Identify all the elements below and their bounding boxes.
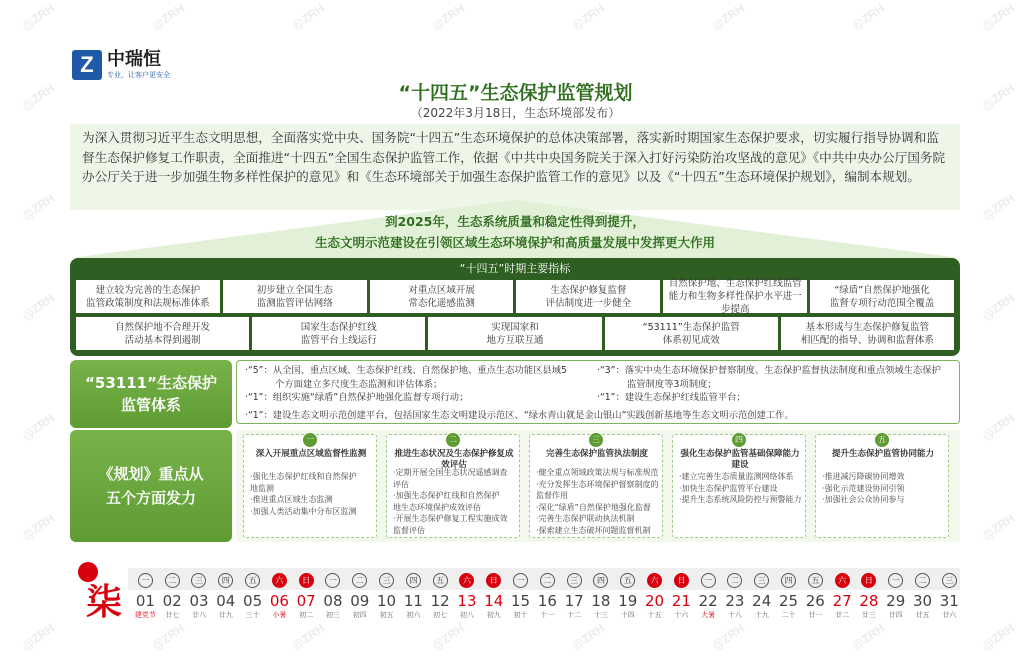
focus-label-line-2: 五个方面发力 bbox=[105, 489, 196, 507]
focus-card-number: 五 bbox=[875, 433, 889, 447]
calendar-lunar: 初九 bbox=[486, 611, 501, 619]
focus-card-number: 三 bbox=[589, 433, 603, 447]
calendar-date: 05 bbox=[243, 592, 263, 610]
calendar-weekday: 五 bbox=[808, 573, 823, 588]
focus-card-item: ·加强生态保护红线和自然保护 bbox=[393, 491, 500, 500]
indicator-row-2-cell-2 bbox=[252, 317, 425, 350]
calendar-date: 30 bbox=[912, 592, 933, 610]
calendar-month: 柒 bbox=[86, 581, 123, 623]
calendar-weekday: 二 bbox=[727, 573, 742, 588]
focus-card-item: 监督评估 bbox=[393, 525, 425, 535]
calendar-lunar: 初二 bbox=[299, 611, 314, 619]
calendar-day bbox=[454, 568, 481, 619]
indicator-row-1-cell-6-line-2: 监督专项行动范围全覆盖 bbox=[829, 297, 935, 309]
calendar-lunar: 初八 bbox=[459, 611, 474, 619]
calendar-lunar: 大暑 bbox=[701, 611, 716, 619]
indicator-row-1-cell-5-line-1: 自然保护地、生态保护红线监管 bbox=[668, 278, 802, 289]
calendar-weekday: 一 bbox=[138, 573, 153, 588]
calendar-weekday: 六 bbox=[647, 573, 662, 588]
watermark-text: @ZRH bbox=[19, 290, 58, 324]
calendar-date: 16 bbox=[537, 592, 557, 610]
focus-card-title: 推进生态状况及生态保护修复成效评估 bbox=[394, 449, 514, 470]
indicator-row-2-cell-3-line-2: 地方互联互通 bbox=[486, 334, 544, 346]
calendar-date: 06 bbox=[269, 592, 289, 610]
watermark-text: @ZRH bbox=[979, 0, 1018, 34]
calendar-lunar: 初五 bbox=[379, 611, 394, 619]
calendar-lunar: 廿二 bbox=[835, 611, 850, 619]
calendar-day bbox=[936, 568, 963, 619]
calendar-date: 25 bbox=[778, 592, 799, 610]
indicator-row-2-cell-5-line-2: 相匹配的指导、协调和监督体系 bbox=[800, 334, 934, 346]
focus-card-5 bbox=[815, 434, 949, 538]
calendar-weekday: 四 bbox=[218, 573, 233, 588]
calendar-strip bbox=[70, 562, 960, 624]
focus-card-item: ·充分发挥生态环境保护督察制度的 bbox=[536, 479, 659, 489]
page-title: “十四五”生态保护监管规划 bbox=[398, 82, 633, 104]
calendar-day bbox=[212, 568, 239, 619]
indicator-row-2-cell-2-line-2: 监管平台上线运行 bbox=[300, 334, 377, 346]
calendar-weekday: 日 bbox=[861, 573, 876, 588]
calendar-weekday: 六 bbox=[272, 573, 287, 588]
calendar-day bbox=[266, 568, 293, 619]
calendar-lunar: 廿八 bbox=[191, 611, 206, 619]
calendar-date: 10 bbox=[377, 592, 397, 610]
calendar-day bbox=[856, 568, 883, 619]
focus-card-item: ·提升生态系统风险防控与预警能力 bbox=[679, 495, 802, 504]
focus-card-item: ·探索建立生态破坏问题监督机制 bbox=[536, 525, 651, 535]
focus-card-item: 监督作用 bbox=[536, 491, 568, 500]
watermark-text: @ZRH bbox=[429, 620, 468, 654]
calendar-lunar: 小暑 bbox=[272, 611, 287, 619]
calendar-day bbox=[239, 568, 266, 619]
focus-card-item: 评估 bbox=[393, 479, 409, 489]
calendar-day bbox=[400, 568, 427, 619]
calendar-day bbox=[909, 568, 936, 619]
calendar-lunar: 建党节 bbox=[134, 611, 156, 619]
watermark-text: @ZRH bbox=[849, 620, 888, 654]
calendar-weekday: 二 bbox=[352, 573, 367, 588]
focus-card-item: ·强化生态保护红线和自然保护 bbox=[250, 472, 357, 481]
watermark-text: @ZRH bbox=[289, 0, 328, 34]
calendar-lunar: 初六 bbox=[406, 611, 421, 619]
calendar-date: 17 bbox=[564, 592, 584, 610]
calendar-date: 27 bbox=[832, 592, 852, 610]
intro-paragraph: 为深入贯彻习近平生态文明思想，全面落实党中央、国务院“十四五”生态环境保护的总体决策部署，落实新时期国家生态保护要求，切实履行指导协调和监督生态保护修复工作职责，全面推进“十四五”全国生态保护监管工作，依据《中共中央国务院关于深入打好污染防治攻坚战的意见》《中共中央办公厅国务院办公厅关于进一步加强生物多样性保护的意见》和《生态环境部关于加强生态保护监管工作的意见》以及《“十四五”生态环境保护规划》，编制本规划。 bbox=[70, 124, 960, 210]
calendar-date: 15 bbox=[511, 592, 531, 610]
indicator-row-1-cell-2 bbox=[223, 280, 367, 313]
calendar-date: 08 bbox=[323, 592, 343, 610]
calendar-weekday: 四 bbox=[406, 573, 421, 588]
focus-card-title: 完善生态保护监管执法制度 bbox=[545, 449, 648, 459]
calendar-date: 21 bbox=[671, 592, 691, 610]
indicators-row-1 bbox=[76, 280, 954, 313]
calendar-day bbox=[507, 568, 534, 619]
calendar-weekday: 五 bbox=[433, 573, 448, 588]
calendar-lunar: 廿三 bbox=[861, 611, 876, 619]
logo-mark: Z bbox=[72, 50, 102, 80]
watermark-text: @ZRH bbox=[979, 190, 1018, 224]
calendar-lunar: 十二 bbox=[567, 611, 582, 619]
calendar-weekday: 三 bbox=[567, 573, 582, 588]
calendar-month-badge bbox=[78, 570, 126, 622]
focus-card-3 bbox=[529, 434, 663, 538]
watermark-text: @ZRH bbox=[709, 0, 748, 34]
focus-card-items bbox=[250, 471, 376, 517]
calendar-weekday: 六 bbox=[835, 573, 850, 588]
indicator-row-1-cell-2-line-1: 初步建立全国生态 bbox=[256, 284, 333, 296]
focus-card-item: ·加强社会公众协同参与 bbox=[822, 495, 905, 504]
focus-card-item: 地监测 bbox=[250, 483, 274, 493]
calendar-day bbox=[668, 568, 695, 619]
indicator-row-2-cell-3-line-1: 实现国家和 bbox=[491, 321, 539, 333]
indicators-title: “十四五”时期主要指标 bbox=[459, 262, 571, 275]
calendar-day bbox=[588, 568, 615, 619]
focus-card-1 bbox=[243, 434, 377, 538]
calendar-lunar: 十六 bbox=[674, 611, 689, 619]
calendar-weekday: 二 bbox=[915, 573, 930, 588]
logo-name: 中瑞恒 bbox=[107, 49, 161, 70]
system-left-2: 个方面建立多尺度生态监测和评估体系； bbox=[275, 378, 443, 390]
calendar-date: 28 bbox=[859, 592, 879, 610]
indicator-row-2-cell-1-line-1: 自然保护地不合理开发 bbox=[115, 321, 211, 333]
calendar-day bbox=[722, 568, 749, 619]
system-label-line-1: “53111”生态保护 bbox=[85, 374, 217, 392]
calendar-day bbox=[829, 568, 856, 619]
calendar-lunar: 初三 bbox=[325, 611, 340, 619]
calendar-day bbox=[480, 568, 507, 619]
calendar-day bbox=[427, 568, 454, 619]
calendar-date: 14 bbox=[484, 592, 504, 610]
calendar-weekday: 四 bbox=[781, 573, 796, 588]
watermark-text: @ZRH bbox=[19, 620, 58, 654]
calendar-day bbox=[882, 568, 909, 619]
calendar-date: 24 bbox=[752, 592, 772, 610]
indicator-row-1-cell-3-line-2: 常态化遥感监测 bbox=[408, 297, 475, 309]
indicators-panel bbox=[70, 258, 960, 356]
indicator-row-2-cell-5 bbox=[781, 317, 954, 350]
calendar-lunar: 十四 bbox=[620, 611, 635, 619]
indicator-row-1-cell-6-line-1: “绿盾”自然保护地强化 bbox=[834, 284, 930, 296]
calendar-weekday: 五 bbox=[245, 573, 260, 588]
watermark-text: @ZRH bbox=[19, 0, 58, 34]
calendar-lunar: 十九 bbox=[754, 611, 769, 619]
calendar-day bbox=[775, 568, 802, 619]
focus-card-items bbox=[393, 467, 519, 536]
focus-card-title: 深入开展重点区域监督性监测 bbox=[255, 449, 367, 459]
watermark-text: @ZRH bbox=[849, 0, 888, 34]
focus-card-item: ·开展生态保护修复工程实施成效 bbox=[393, 514, 508, 523]
focus-card-number: 二 bbox=[446, 433, 460, 447]
indicator-row-2-cell-4-line-2: 体系初见成效 bbox=[662, 334, 720, 346]
calendar-day bbox=[614, 568, 641, 619]
page-subtitle: （2022年3月18日，生态环境部发布） bbox=[410, 106, 621, 120]
calendar-date: 22 bbox=[698, 592, 718, 610]
indicator-row-1-cell-4 bbox=[516, 280, 660, 313]
goal-line-2: 生态文明示范建设在引领区域生态环境保护和高质量发展中发挥更大作用 bbox=[314, 235, 715, 250]
system-right-2: 监管制度等3项制度； bbox=[627, 378, 717, 390]
indicator-row-1-cell-1 bbox=[76, 280, 220, 313]
calendar-date: 02 bbox=[162, 592, 182, 610]
indicator-row-1-cell-1-line-1: 建立较为完善的生态保护 bbox=[95, 284, 201, 296]
watermark-text: @ZRH bbox=[979, 80, 1018, 114]
indicator-row-1-cell-6 bbox=[810, 280, 954, 313]
watermark-text: @ZRH bbox=[979, 510, 1018, 544]
calendar-weekday: 一 bbox=[701, 573, 716, 588]
calendar-day bbox=[695, 568, 722, 619]
calendar-lunar: 二十 bbox=[781, 611, 796, 619]
system-right-3: ·“1”：建设生态保护红线监管平台； bbox=[597, 392, 746, 403]
calendar-weekday: 二 bbox=[540, 573, 555, 588]
watermark-text: @ZRH bbox=[19, 190, 58, 224]
system-label-line-2: 监管体系 bbox=[120, 396, 181, 414]
calendar-weekday: 一 bbox=[513, 573, 528, 588]
calendar-lunar: 廿九 bbox=[218, 611, 233, 619]
calendar-date: 20 bbox=[644, 592, 665, 610]
calendar-lunar: 初十 bbox=[513, 611, 528, 619]
indicator-row-2-cell-3 bbox=[428, 317, 601, 350]
calendar-date: 31 bbox=[939, 592, 959, 610]
focus-card-item: ·推进减污降碳协同增效 bbox=[822, 472, 905, 481]
system-left-3: ·“1”：组织实施“绿盾”自然保护地强化监督专项行动； bbox=[245, 392, 469, 403]
watermark-text: @ZRH bbox=[19, 510, 58, 544]
focus-card-title: 提升生态保护监管协同能力 bbox=[831, 449, 934, 459]
indicator-row-2-cell-4-line-1: “53111”生态保护监管 bbox=[642, 321, 740, 333]
calendar-date: 26 bbox=[805, 592, 825, 610]
focus-card-number: 四 bbox=[732, 433, 746, 447]
focus-card-title: 强化生态保护监管基础保障能力建设 bbox=[680, 449, 800, 470]
indicator-row-1-cell-5-line-2: 能力和生物多样性保护水平进一步提高 bbox=[668, 291, 802, 315]
calendar-lunar: 十五 bbox=[647, 611, 662, 619]
calendar-days bbox=[132, 568, 963, 619]
calendar-lunar: 十三 bbox=[593, 611, 608, 619]
calendar-weekday: 三 bbox=[379, 573, 394, 588]
focus-card-item: ·健全重点领域政策法规与标准规范 bbox=[536, 468, 659, 477]
indicator-row-1-cell-4-line-1: 生态保护修复监督 bbox=[550, 284, 627, 296]
calendar-date: 29 bbox=[886, 592, 906, 610]
calendar-date: 23 bbox=[725, 592, 745, 610]
calendar-lunar: 初四 bbox=[352, 611, 367, 619]
calendar-day bbox=[346, 568, 373, 619]
watermark-text: @ZRH bbox=[19, 410, 58, 444]
calendar-lunar: 初七 bbox=[433, 611, 448, 619]
focus-card-items bbox=[822, 471, 948, 506]
calendar-weekday: 一 bbox=[888, 573, 903, 588]
calendar-day bbox=[159, 568, 186, 619]
watermark-text: @ZRH bbox=[709, 620, 748, 654]
calendar-date: 13 bbox=[457, 592, 477, 610]
calendar-weekday: 三 bbox=[191, 573, 206, 588]
focus-label bbox=[70, 430, 232, 542]
indicator-row-2-cell-1-line-2: 活动基本得到遏制 bbox=[124, 334, 201, 346]
focus-card-2 bbox=[386, 434, 520, 538]
calendar-day bbox=[132, 568, 159, 619]
focus-card-item: ·加快生态保护监管平台建设 bbox=[679, 483, 778, 493]
indicator-row-1-cell-1-line-2: 监管政策制度和法规标准体系 bbox=[86, 297, 210, 309]
focus-cards-area bbox=[236, 430, 960, 542]
watermark-text: @ZRH bbox=[149, 0, 188, 34]
calendar-date: 03 bbox=[189, 592, 209, 610]
calendar-lunar: 十八 bbox=[727, 611, 742, 619]
calendar-day bbox=[186, 568, 213, 619]
calendar-date: 09 bbox=[350, 592, 370, 610]
watermark-text: @ZRH bbox=[429, 0, 468, 34]
system-left-1: ·“5”：从全国、重点区域、生态保护红线、自然保护地、重点生态功能区县域5 bbox=[245, 365, 567, 376]
watermark-text: @ZRH bbox=[979, 620, 1018, 654]
logo-slogan: 专业，让客户更安全 bbox=[107, 71, 170, 79]
focus-label-line-1: 《规划》重点从 bbox=[98, 465, 204, 483]
system-right-1: ·“3”：落实中央生态环境保护督察制度、生态保护监督执法制度和重点领域生态保护 bbox=[597, 365, 941, 376]
calendar-lunar: 廿五 bbox=[915, 611, 930, 619]
calendar-date: 19 bbox=[618, 592, 638, 610]
goal-line-1: 到2025年，生态系统质量和稳定性得到提升， bbox=[385, 214, 645, 229]
calendar-day bbox=[748, 568, 775, 619]
watermark-text: @ZRH bbox=[289, 620, 328, 654]
calendar-weekday: 日 bbox=[299, 573, 314, 588]
calendar-lunar: 十一 bbox=[540, 611, 555, 619]
focus-card-items bbox=[679, 471, 805, 506]
calendar-weekday: 五 bbox=[620, 573, 635, 588]
watermark-text: @ZRH bbox=[19, 80, 58, 114]
indicator-row-1-cell-5 bbox=[663, 280, 807, 313]
watermark-text: @ZRH bbox=[979, 290, 1018, 324]
calendar-day bbox=[373, 568, 400, 619]
calendar-weekday: 三 bbox=[754, 573, 769, 588]
calendar-lunar: 三十 bbox=[245, 611, 260, 619]
calendar-weekday: 日 bbox=[486, 573, 501, 588]
calendar-date: 12 bbox=[430, 592, 450, 610]
focus-card-number: 一 bbox=[303, 433, 317, 447]
watermark-text: @ZRH bbox=[569, 620, 608, 654]
calendar-weekday: 六 bbox=[459, 573, 474, 588]
calendar-day bbox=[320, 568, 347, 619]
watermark-text: @ZRH bbox=[979, 410, 1018, 444]
indicator-row-2-cell-1 bbox=[76, 317, 249, 350]
calendar-date: 18 bbox=[591, 592, 611, 610]
calendar-date: 11 bbox=[403, 592, 423, 610]
calendar-day bbox=[534, 568, 561, 619]
calendar-date: 07 bbox=[296, 592, 316, 610]
calendar-day bbox=[561, 568, 588, 619]
calendar-lunar: 廿六 bbox=[942, 611, 957, 619]
calendar-day bbox=[802, 568, 829, 619]
indicator-row-2-cell-4 bbox=[605, 317, 778, 350]
focus-card-item: ·加强人类活动集中分布区监测 bbox=[250, 506, 357, 516]
calendar-lunar: 廿四 bbox=[888, 611, 903, 619]
focus-card-item: ·建立完善生态质量监测网络体系 bbox=[679, 472, 794, 481]
brand-logo bbox=[72, 50, 170, 80]
indicator-row-2-cell-5-line-1: 基本形成与生态保护修复监管 bbox=[805, 321, 930, 333]
indicators-row-2 bbox=[76, 317, 954, 350]
focus-card-item: ·完善生态保护联动执法机制 bbox=[536, 514, 635, 523]
watermark-text: @ZRH bbox=[149, 620, 188, 654]
system-detail-box bbox=[236, 360, 960, 424]
indicator-row-1-cell-2-line-2: 监测监管评估网络 bbox=[256, 297, 333, 309]
calendar-day bbox=[641, 568, 668, 619]
calendar-weekday: 三 bbox=[942, 573, 957, 588]
system-label bbox=[70, 360, 232, 428]
watermark-text: @ZRH bbox=[569, 0, 608, 34]
calendar-date: 04 bbox=[216, 592, 236, 610]
focus-card-item: 地生态环境保护成效评估 bbox=[393, 502, 481, 512]
focus-card-4 bbox=[672, 434, 806, 538]
goal-section bbox=[70, 198, 960, 258]
indicator-row-2-cell-2-line-1: 国家生态保护红线 bbox=[300, 321, 377, 333]
calendar-weekday: 二 bbox=[165, 573, 180, 588]
indicator-row-1-cell-3 bbox=[370, 280, 514, 313]
calendar-weekday: 日 bbox=[674, 573, 689, 588]
indicator-row-1-cell-3-line-1: 对重点区域开展 bbox=[408, 284, 475, 296]
indicator-row-1-cell-4-line-2: 评估制度进一步健全 bbox=[545, 297, 632, 309]
focus-card-item: ·强化示范建设协同引领 bbox=[822, 483, 905, 493]
calendar-lunar: 廿七 bbox=[165, 611, 180, 619]
focus-card-item: ·推进重点区域生态监测 bbox=[250, 495, 333, 504]
focus-card-items bbox=[536, 467, 662, 536]
calendar-weekday: 四 bbox=[593, 573, 608, 588]
calendar-date: 01 bbox=[135, 592, 155, 610]
system-bottom: ·“1”：建设生态文明示范创建平台，包括国家生态文明建设示范区、“绿水青山就是金山银山”实践创新基地等生态文明示范创建工作。 bbox=[245, 410, 794, 421]
calendar-lunar: 廿一 bbox=[808, 611, 823, 619]
calendar-weekday: 一 bbox=[325, 573, 340, 588]
focus-card-item: ·深化“绿盾”自然保护地强化监督 bbox=[536, 502, 651, 512]
calendar-day bbox=[293, 568, 320, 619]
focus-card-item: ·定期开展全国生态状况遥感调查 bbox=[393, 468, 508, 477]
